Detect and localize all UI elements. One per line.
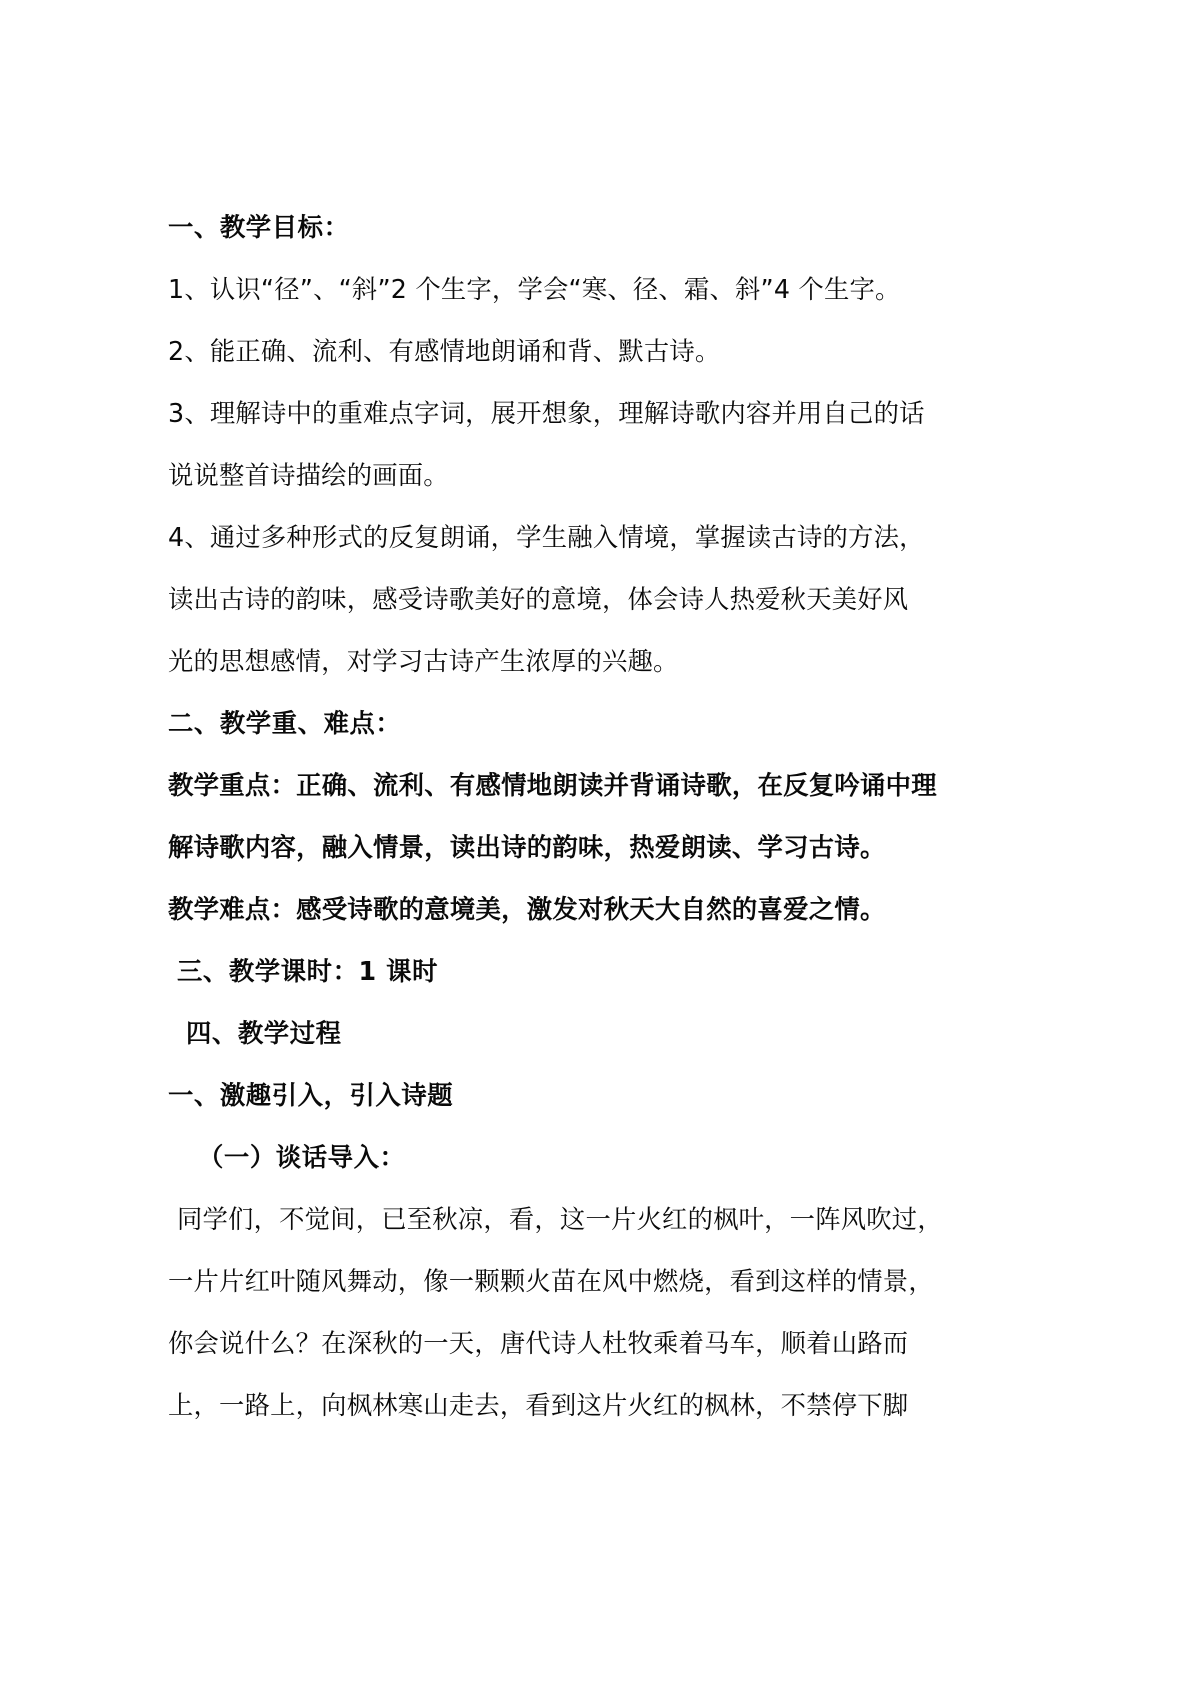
document-body [168, 196, 968, 1436]
body-text-line: 同学们，不觉间，已至秋凉，看，这一片火红的枫叶，一阵风吹过， [177, 1204, 943, 1234]
body-text-line: 说说整首诗描绘的画面。 [168, 460, 449, 490]
body-text-line: 光的思想感情，对学习古诗产生浓厚的兴趣。 [168, 646, 679, 676]
body-text-line: 4、通过多种形式的反复朗诵，学生融入情境，掌握读古诗的方法， [168, 522, 925, 552]
body-text-line: 2、能正确、流利、有感情地朗诵和背、默古诗。 [168, 336, 721, 366]
heading-line: 解诗歌内容，融入情景，读出诗的韵味，热爱朗读、学习古诗。 [168, 832, 886, 862]
body-text-line: 你会说什么？在深秋的一天，唐代诗人杜牧乘着马车，顺着山路而 [168, 1328, 909, 1358]
heading-line: （一）谈话导入： [198, 1142, 406, 1172]
heading-line: 二、教学重、难点： [168, 708, 402, 738]
heading-line: 教学难点：感受诗歌的意境美，激发对秋天大自然的喜爱之情。 [168, 894, 886, 924]
heading-line: 一、激趣引入，引入诗题 [168, 1080, 454, 1110]
body-text-line: 3、理解诗中的重难点字词，展开想象，理解诗歌内容并用自己的话 [168, 398, 925, 428]
heading-line: 一、教学目标： [168, 212, 350, 242]
heading-line: 三、教学课时：1 课时 [177, 956, 438, 986]
heading-line: 教学重点：正确、流利、有感情地朗读并背诵诗歌，在反复吟诵中理 [168, 770, 937, 800]
body-text-line: 1、认识“径”、“斜”2 个生字，学会“寒、径、霜、斜”4 个生字。 [168, 274, 901, 304]
body-text-line: 上，一路上，向枫林寒山走去，看到这片火红的枫林，不禁停下脚 [168, 1390, 909, 1420]
body-text-line: 一片片红叶随风舞动，像一颗颗火苗在风中燃烧，看到这样的情景， [168, 1266, 934, 1296]
body-text-line: 读出古诗的韵味，感受诗歌美好的意境，体会诗人热爱秋天美好风 [168, 584, 909, 614]
heading-line: 四、教学过程 [186, 1018, 342, 1048]
